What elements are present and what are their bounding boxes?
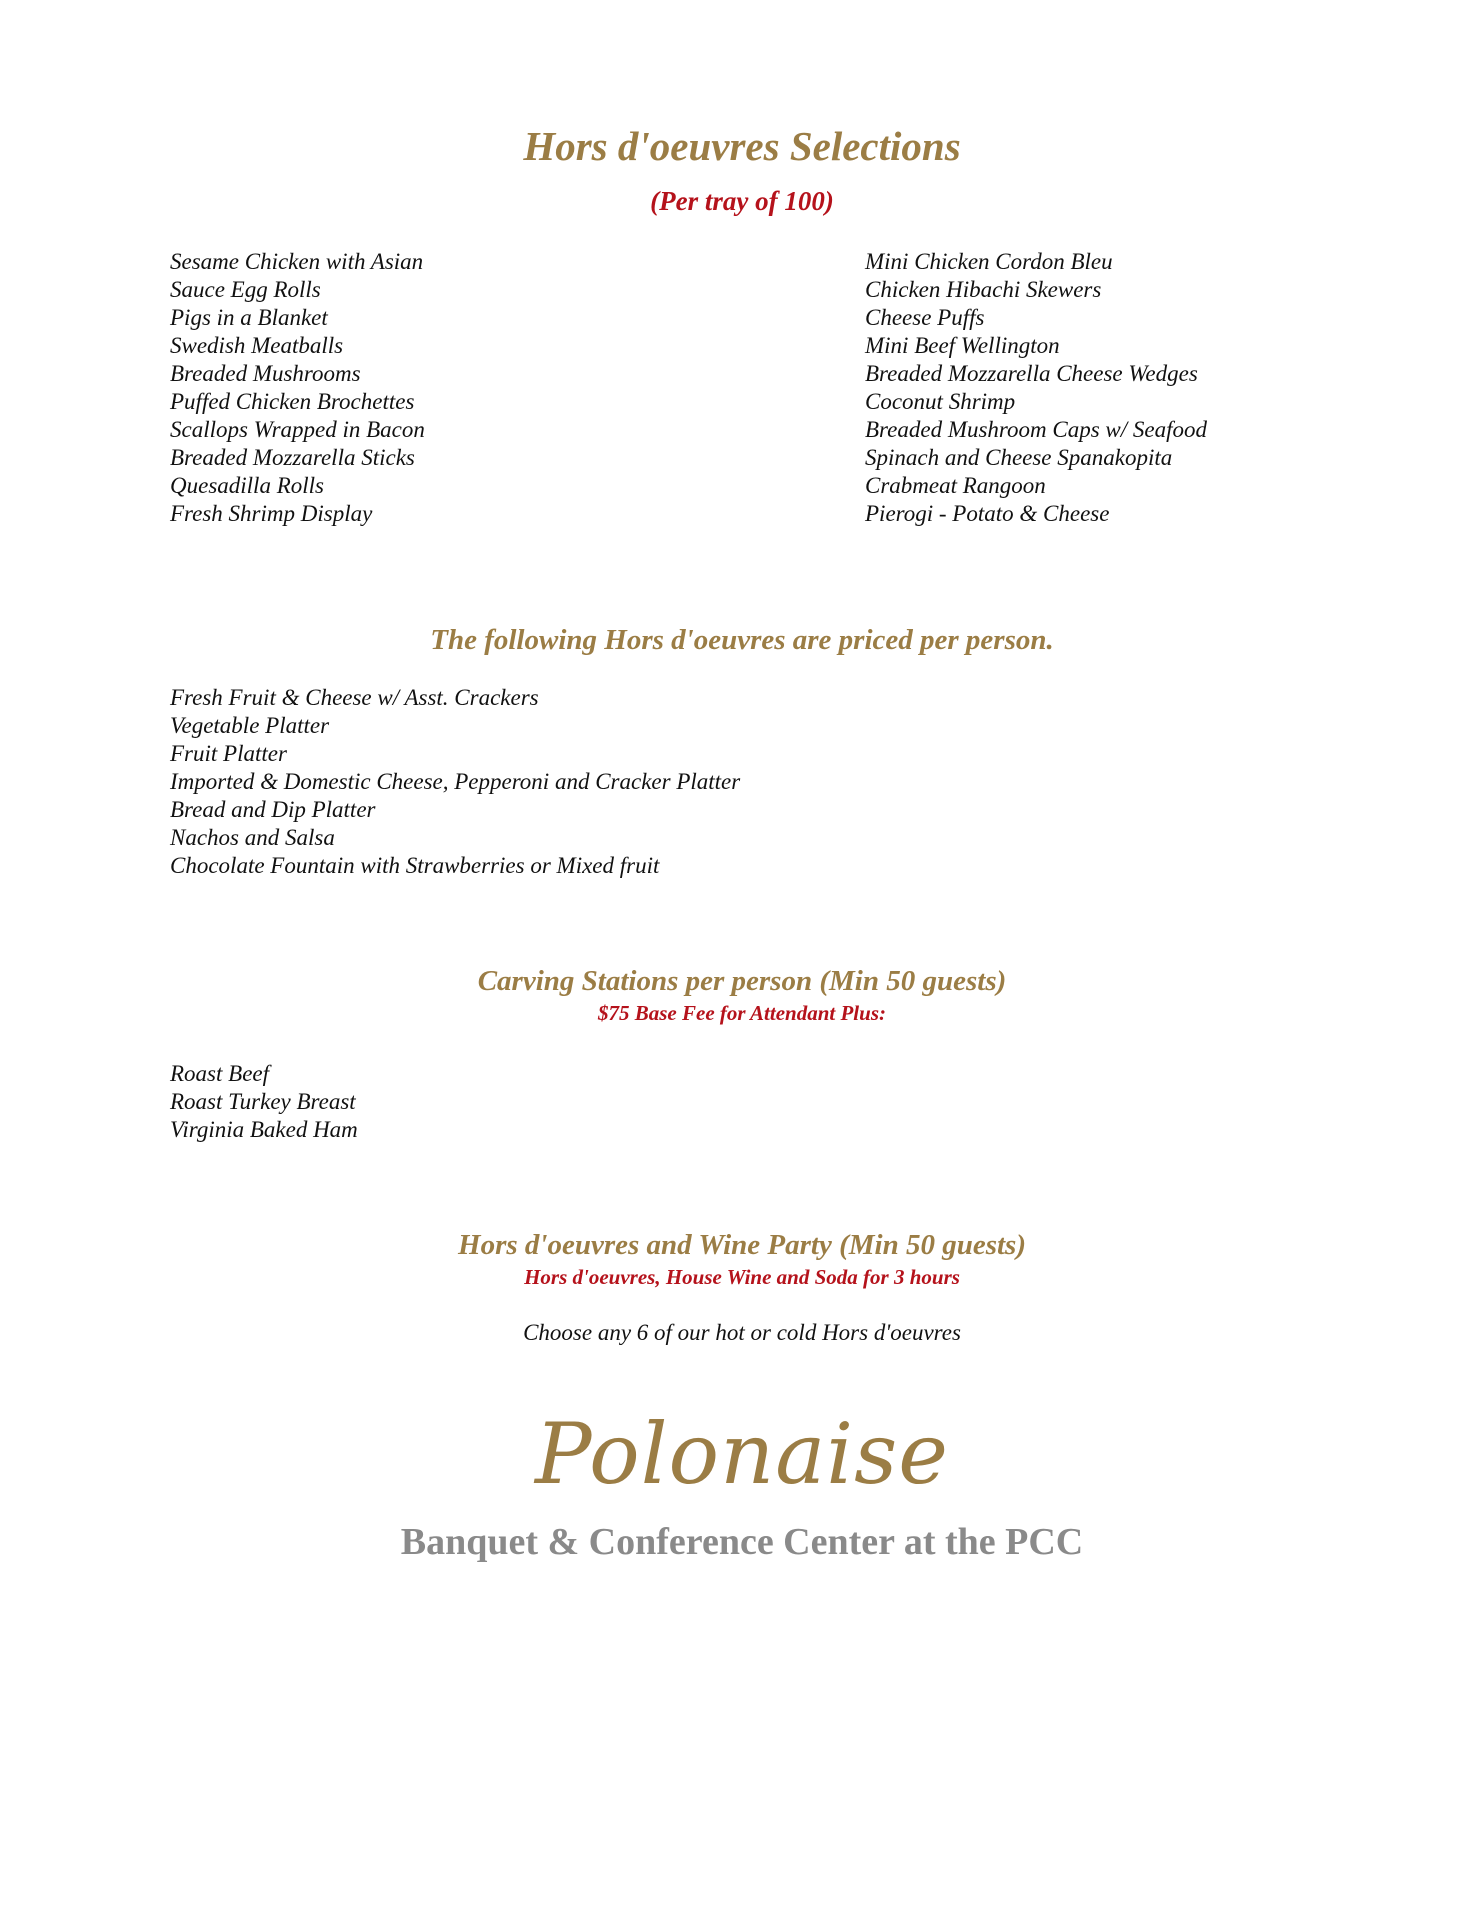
- list-item: Fresh Shrimp Display: [170, 501, 373, 526]
- list-item: Swedish Meatballs: [170, 333, 344, 358]
- list-item: Pierogi - Potato & Cheese: [865, 501, 1110, 526]
- list-item: Breaded Mushroom Caps w/ Seafood: [865, 417, 1208, 442]
- list-item: Nachos and Salsa: [170, 825, 335, 850]
- tray-section-subtitle: (Per tray of 100): [650, 186, 834, 216]
- list-item: Breaded Mozzarella Sticks: [170, 445, 415, 470]
- wine-party-section-subtitle: Hors d'oeuvres, House Wine and Soda for 3 hours: [524, 1265, 960, 1289]
- list-item: Mini Beef Wellington: [865, 333, 1060, 358]
- list-item: Bread and Dip Platter: [170, 797, 376, 822]
- list-item: Virginia Baked Ham: [170, 1117, 358, 1142]
- carving-section-title: Carving Stations per person (Min 50 guests): [477, 965, 1007, 997]
- list-item: Breaded Mushrooms: [170, 361, 361, 386]
- wine-party-note: Choose any 6 of our hot or cold Hors d'oeuvres: [523, 1320, 961, 1345]
- list-item: Sauce Egg Rolls: [170, 277, 321, 302]
- list-item: Coconut Shrimp: [865, 389, 1016, 414]
- list-item: Quesadilla Rolls: [170, 473, 324, 498]
- list-item: Fresh Fruit & Cheese w/ Asst. Crackers: [170, 685, 539, 710]
- list-item: Imported & Domestic Cheese, Pepperoni and Cracker Platter: [170, 769, 741, 794]
- tray-section-title: Hors d'oeuvres Selections: [523, 123, 961, 169]
- list-item: Sesame Chicken with Asian: [170, 249, 424, 274]
- wine-party-section-title: Hors d'oeuvres and Wine Party (Min 50 guests): [458, 1229, 1026, 1261]
- list-item: Vegetable Platter: [170, 713, 330, 738]
- tray-right-list: [865, 248, 1425, 528]
- footer-tagline: Banquet & Conference Center at the PCC: [400, 1521, 1084, 1563]
- list-item: Chocolate Fountain with Strawberries or Mixed fruit: [170, 853, 660, 878]
- list-item: Mini Chicken Cordon Bleu: [865, 249, 1113, 274]
- per-person-section-title: The following Hors d'oeuvres are priced per person.: [430, 624, 1054, 656]
- carving-section-subtitle: $75 Base Fee for Attendant Plus:: [598, 1001, 886, 1025]
- list-item: Spinach and Cheese Spanakopita: [865, 445, 1173, 470]
- list-item: Roast Turkey Breast: [170, 1089, 356, 1114]
- list-item: Crabmeat Rangoon: [865, 473, 1046, 498]
- list-item: Puffed Chicken Brochettes: [170, 389, 415, 414]
- list-item: Breaded Mozzarella Cheese Wedges: [865, 361, 1198, 386]
- tray-left-list: [170, 248, 770, 528]
- polonaise-logo: Polonaise: [535, 1405, 949, 1503]
- list-item: Fruit Platter: [170, 741, 287, 766]
- per-person-list: [170, 684, 1170, 880]
- list-item: Roast Beef: [170, 1061, 269, 1086]
- list-item: Pigs in a Blanket: [170, 305, 328, 330]
- list-item: Scallops Wrapped in Bacon: [170, 417, 425, 442]
- carving-list: [170, 1060, 770, 1144]
- list-item: Chicken Hibachi Skewers: [865, 277, 1102, 302]
- list-item: Cheese Puffs: [865, 305, 985, 330]
